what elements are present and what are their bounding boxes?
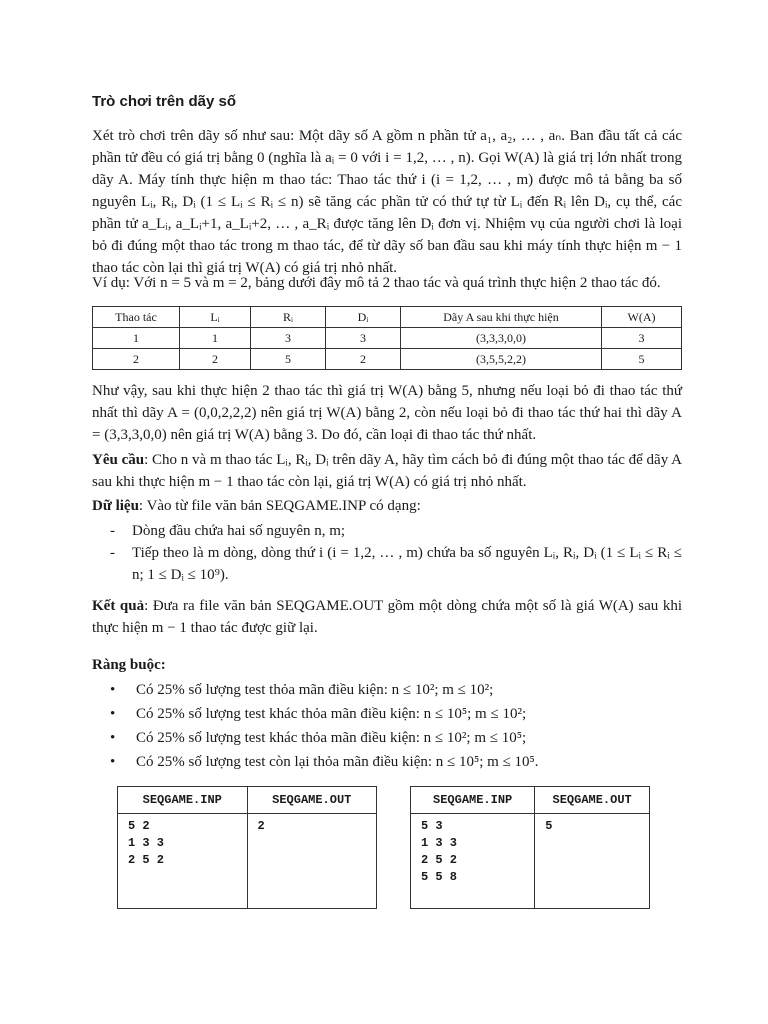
output-paragraph — [92, 595, 682, 639]
requirement-paragraph — [92, 449, 682, 493]
input-paragraph — [92, 495, 682, 517]
output-label: Kết quả — [92, 598, 145, 614]
list-item: • Có 25% số lượng test thỏa mãn điều kiện: n ≤ 10²; m ≤ 10²; — [110, 678, 682, 702]
requirement-text: : Cho n và m thao tác Lᵢ, Rᵢ, Dᵢ trên dãy A, hãy tìm cách bỏ đi đúng một thao tác để dãy A sau khi thực hiện m − 1 thao tác còn lại, giá trị W(A) có giá trị nhỏ nhất. — [92, 452, 682, 490]
input-label: Dữ liệu — [92, 498, 139, 514]
col-header-r: Rᵢ — [251, 307, 326, 328]
table-cell: 3 — [251, 328, 326, 349]
col-header-d: Dᵢ — [326, 307, 401, 328]
intro-paragraph: Xét trò chơi trên dãy số như sau: Một dãy số A gồm n phần tử a₁, a₂, … , aₙ. Ban đầu tất cả các phần tử đều có giá trị bằng 0 (nghĩa là aᵢ = 0 với i = 1,2, … , n). Gọi W(A) là giá trị lớn nhất trong dãy A. Máy tính thực hiện m thao tác: Thao tác thứ i (i = 1,2, … , m) được mô tả bằng ba số nguyên Lᵢ, Rᵢ, Dᵢ (1 ≤ Lᵢ ≤ Rᵢ ≤ n) sẽ tăng các phần tử có thứ tự từ Lᵢ đến Rᵢ lên Dᵢ, cụ thể, các phần tử a_Lᵢ, a_Lᵢ+1, a_Lᵢ+2, … , a_Rᵢ được tăng lên Dᵢ đơn vị. Nhiệm vụ của người chơi là loại bỏ đi đúng một thao tác trong m thao tác, để từ dãy số ban đầu sau khi máy tính thực hiện m − 1 thao tác còn lại thì giá trị W(A) có giá trị nhỏ nhất. — [92, 128, 682, 276]
table-cell: 1 — [93, 328, 180, 349]
sample-out-header: SEQGAME.OUT — [247, 787, 377, 814]
col-header-w: W(A) — [602, 307, 682, 328]
table-cell: 2 — [326, 349, 401, 370]
table-cell: 5 — [602, 349, 682, 370]
explanation-paragraph: Như vậy, sau khi thực hiện 2 thao tác thì giá trị W(A) bằng 5, nhưng nếu loại bỏ đi thao tác thứ nhất thì dãy A = (0,0,2,2,2) nên giá trị W(A) bằng 2, còn nếu loại bỏ đi thao tác thứ hai thì dãy A = (3,3,3,0,0) nên giá trị W(A) bằng 3. Do đó, cần loại đi thao tác thứ nhất. — [92, 383, 682, 443]
sample-inp-header: SEQGAME.INP — [118, 787, 248, 814]
requirement-label: Yêu cầu — [92, 452, 145, 468]
sample-table-1 — [117, 786, 377, 909]
example-table-header — [93, 307, 682, 328]
table-cell: 3 — [326, 328, 401, 349]
input-format-list — [110, 520, 682, 586]
col-header-l: Lᵢ — [180, 307, 251, 328]
sample-inp-header: SEQGAME.INP — [411, 787, 535, 814]
sample-input: 5 2 1 3 3 2 5 2 — [118, 814, 248, 909]
table-row — [93, 328, 682, 349]
table-cell: 5 — [251, 349, 326, 370]
table-cell: 2 — [93, 349, 180, 370]
table-cell: (3,5,5,2,2) — [401, 349, 602, 370]
constraints-list — [110, 678, 682, 774]
input-text: : Vào từ file văn bản SEQGAME.INP có dạng: — [138, 498, 421, 514]
output-text: : Đưa ra file văn bản SEQGAME.OUT gồm một dòng chứa một số là giá W(A) sau khi thực hiện m − 1 thao tác được giữ lại. — [92, 598, 682, 636]
list-item: • Có 25% số lượng test khác thỏa mãn điều kiện: n ≤ 10⁵; m ≤ 10²; — [110, 702, 682, 726]
sample-output: 5 — [535, 814, 650, 909]
example-table — [92, 306, 682, 370]
table-cell: 3 — [602, 328, 682, 349]
table-cell: 1 — [180, 328, 251, 349]
col-header-op: Thao tác — [93, 307, 180, 328]
list-item: • Có 25% số lượng test còn lại thỏa mãn điều kiện: n ≤ 10⁵; m ≤ 10⁵. — [110, 750, 682, 774]
sample-output: 2 — [247, 814, 377, 909]
sample-out-header: SEQGAME.OUT — [535, 787, 650, 814]
example-intro: Ví dụ: Với n = 5 và m = 2, bảng dưới đây mô tả 2 thao tác và quá trình thực hiện 2 thao tác đó. — [92, 275, 661, 291]
table-cell: (3,3,3,0,0) — [401, 328, 602, 349]
list-item: - Dòng đầu chứa hai số nguyên n, m; — [110, 520, 682, 542]
problem-title: Trò chơi trên dãy số — [92, 93, 237, 110]
sample-input: 5 3 1 3 3 2 5 2 5 5 8 — [411, 814, 535, 909]
constraints-heading: Ràng buộc: — [92, 657, 166, 673]
table-cell: 2 — [180, 349, 251, 370]
list-item: - Tiếp theo là m dòng, dòng thứ i (i = 1,2, … , m) chứa ba số nguyên Lᵢ, Rᵢ, Dᵢ (1 ≤ Lᵢ ≤ Rᵢ ≤ n; 1 ≤ Dᵢ ≤ 10⁹). — [110, 542, 682, 586]
col-header-seq: Dãy A sau khi thực hiện — [401, 307, 602, 328]
list-item: • Có 25% số lượng test khác thỏa mãn điều kiện: n ≤ 10²; m ≤ 10⁵; — [110, 726, 682, 750]
sample-table-2 — [410, 786, 650, 909]
table-row — [93, 349, 682, 370]
